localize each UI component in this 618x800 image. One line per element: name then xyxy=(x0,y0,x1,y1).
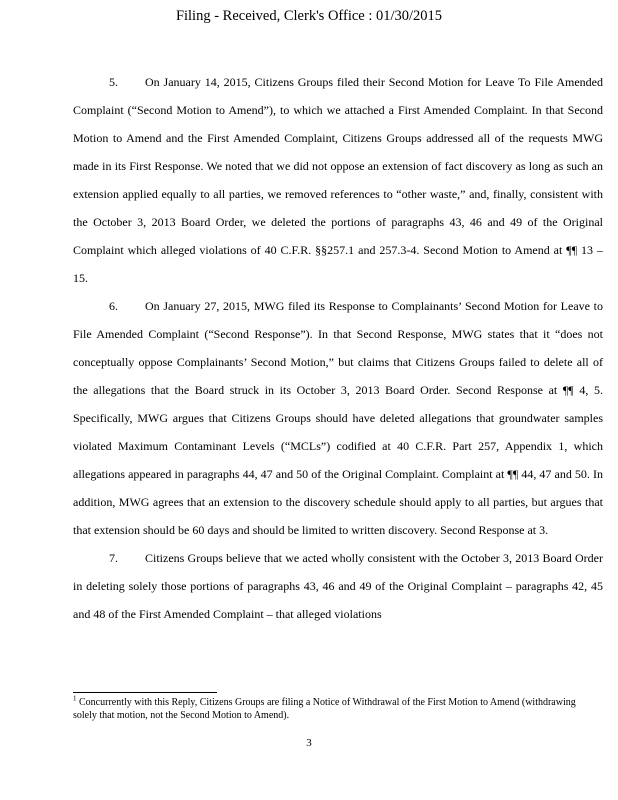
footnote-divider xyxy=(73,692,217,693)
paragraph-number: 6. xyxy=(109,299,118,313)
paragraph-7 xyxy=(73,544,603,628)
footnote xyxy=(73,694,593,722)
paragraph-5 xyxy=(73,68,603,292)
paragraph-text: On January 27, 2015, MWG filed its Response to Complainants’ Second Motion for Leave to File Amended Complaint (“Second Response”). In that Second Response, MWG states that it “does not conceptually oppose Complainants’ Second Motion,” but claims that Citizens Groups failed to delete all of the allegations that the Board struck in its October 3, 2013 Board Order. Second Response at ¶¶ 4, 5. Specifically, MWG argues that Citizens Groups should have deleted allegations that groundwater samples violated Maximum Contaminant Levels (“MCLs”) codified at 40 C.F.R. Part 257, Appendix 1, which allegations appeared in paragraphs 44, 47 and 50 of the Original Complaint. Complaint at ¶¶ 44, 47 and 50. In addition, MWG agrees that an extension to the discovery schedule should apply to all parties, but argues that that extension should be 60 days and should be limited to written discovery. Second Response at 3. xyxy=(73,299,603,537)
paragraph-6 xyxy=(73,292,603,544)
document-body xyxy=(73,68,603,628)
page-number: 3 xyxy=(306,737,312,749)
footnote-marker: 1 xyxy=(73,694,77,703)
paragraph-text: Citizens Groups believe that we acted wholly consistent with the October 3, 2013 Board Order in deleting solely those portions of paragraphs 43, 46 and 49 of the Original Complaint – paragraphs 42, 45 and 48 of the First Amended Complaint – that alleged violations xyxy=(73,551,603,621)
paragraph-number: 7. xyxy=(109,551,118,565)
filing-header: Filing - Received, Clerk's Office : 01/30/2015 xyxy=(175,8,443,24)
footnote-text: Concurrently with this Reply, Citizens Groups are filing a Notice of Withdrawal of the First Motion to Amend (withdrawing solely that motion, not the Second Motion to Amend). xyxy=(73,697,576,721)
paragraph-number: 5. xyxy=(109,75,118,89)
paragraph-text: On January 14, 2015, Citizens Groups filed their Second Motion for Leave To File Amended Complaint (“Second Motion to Amend”), to which we attached a First Amended Complaint. In that Second Motion to Amend and the First Amended Complaint, Citizens Groups addressed all of the requests MWG made in its First Response. We noted that we did not oppose an extension of fact discovery as long as such an extension applied equally to all parties, we removed references to “other waste,” and, finally, consistent with the October 3, 2013 Board Order, we deleted the portions of paragraphs 43, 46 and 49 of the Original Complaint which alleged violations of 40 C.F.R. §§257.1 and 257.3-4. Second Motion to Amend at ¶¶ 13 – 15. xyxy=(73,75,603,285)
